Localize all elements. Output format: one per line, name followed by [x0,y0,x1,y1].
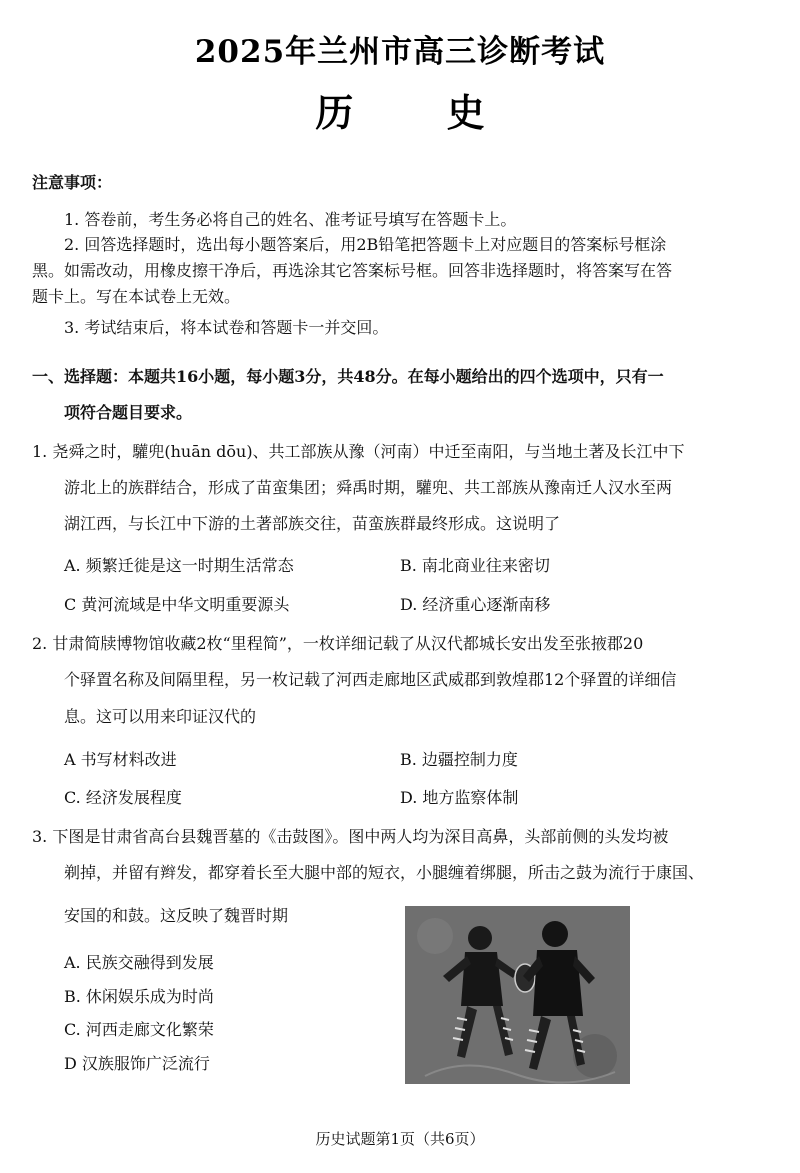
question-2-option-b: B. 边疆控制力度 [400,750,518,769]
drum-painting-figures [405,906,630,1084]
page-footer: 历史试题第1页（共6页） [315,1130,485,1148]
question-3-option-d: D 汉族服饰广泛流行 [64,1054,210,1073]
question-1-option-c: C 黄河流域是中华文明重要源头 [64,595,290,614]
question-1-option-b: B. 南北商业往来密切 [400,556,550,575]
question-1-line: 游北上的族群结合，形成了苗蛮集团；舜禹时期，驩兜、共工部族从豫南迁人汉水至两 [64,478,673,497]
drum-painting-image [405,906,630,1084]
section-heading-cont: 项符合题目要求。 [64,403,193,422]
notice-item: 题卡上。写在本试卷上无效。 [32,287,241,306]
subject-title: 历 史 [315,90,525,135]
question-2-line: 个驿置名称及间隔里程，另一枚记载了河西走廊地区武威郡到敦煌郡12个驿置的详细信 [64,670,677,689]
question-2-option-a: A 书写材料改进 [64,750,177,769]
question-2-option-d: D. 地方监察体制 [400,788,519,807]
question-3-line: 3. 下图是甘肃省高台县魏晋墓的《击鼓图》。图中两人均为深目高鼻，头部前侧的头发均被 [32,827,669,846]
notice-heading: 注意事项： [32,173,113,192]
section-heading: 一、选择题：本题共16小题，每小题3分，共48分。在每小题给出的四个选项中，只有一 [32,367,664,386]
notice-item: 3. 考试结束后，将本试卷和答题卡一并交回。 [64,318,389,337]
question-1-line: 1. 尧舜之时，驩兜(huān dōu)、共工部族从豫（河南）中迁至南阳，与当地土著及长江中下 [32,442,685,461]
notice-item: 2. 回答选择题时，选出每小题答案后，用2B铅笔把答题卡上对应题目的答案标号框涂 [64,235,667,254]
question-2-line: 息。这可以用来印证汉代的 [64,707,257,726]
question-3-option-a: A. 民族交融得到发展 [64,953,214,972]
question-3-line: 安国的和鼓。这反映了魏晋时期 [64,906,289,925]
notice-item: 黑。如需改动，用橡皮擦干净后，再选涂其它答案标号框。回答非选择题时，将答案写在答 [32,261,673,280]
question-3-option-b: B. 休闲娱乐成为时尚 [64,987,214,1006]
question-1-option-d: D. 经济重心逐渐南移 [400,595,551,614]
question-1-line: 湖江西，与长江中下游的土著部族交往，苗蛮族群最终形成。这说明了 [64,514,561,533]
question-3-line: 剃掉，并留有辫发，都穿着长至大腿中部的短衣，小腿缠着绑腿，所击之鼓为流行于康国、 [64,863,705,882]
question-3-option-c: C. 河西走廊文化繁荣 [64,1020,214,1039]
question-1-option-a: A. 频繁迁徙是这一时期生活常态 [64,556,294,575]
exam-title: 2025年兰州市高三诊断考试 [194,34,606,70]
question-2-line: 2. 甘肃简牍博物馆收藏2枚“里程简”，一枚详细记载了从汉代都城长安出发至张掖郡20 [32,634,644,653]
question-2-option-c: C. 经济发展程度 [64,788,182,807]
notice-item: 1. 答卷前，考生务必将自己的姓名、准考证号填写在答题卡上。 [64,210,517,229]
